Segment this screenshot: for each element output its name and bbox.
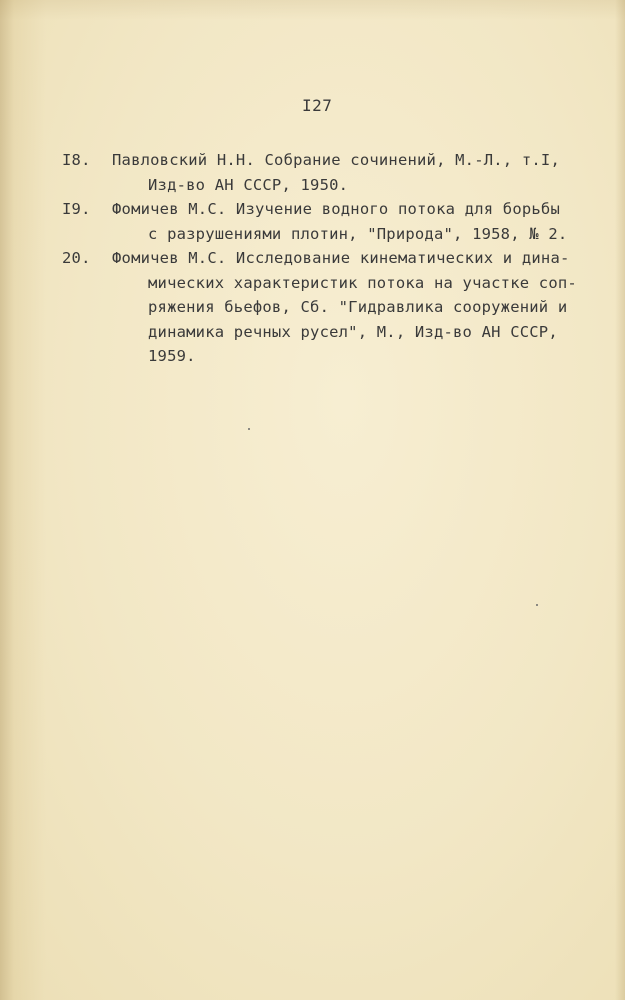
reference-text-line: Фомичев М.С. Изучение водного потока для борьбы	[112, 200, 560, 218]
reference-item	[62, 197, 602, 246]
reference-text-line: Фомичев М.С. Исследование кинематических и дина-	[112, 249, 570, 267]
reference-item	[62, 246, 602, 369]
reference-text-line: Изд-во АН СССР, 1950.	[148, 175, 349, 194]
reference-list	[62, 148, 602, 369]
reference-number: I9.	[62, 200, 91, 218]
reference-text-line: с разрушениями плотин, "Природа", 1958, № 2.	[148, 224, 568, 243]
page-number: I27	[302, 96, 333, 115]
reference-text-line: 1959.	[148, 347, 196, 365]
reference-text-line: динамика речных русел", М., Изд-во АН СССР,	[148, 322, 558, 341]
reference-number: 20.	[62, 249, 91, 267]
reference-text-line: ряжения бьефов, Сб. "Гидравлика сооружений и	[148, 298, 568, 316]
reference-text-line: мических характеристик потока на участке соп-	[148, 273, 577, 292]
paper-speck	[536, 604, 538, 606]
reference-number: I8.	[62, 151, 91, 169]
paper-speck	[248, 428, 250, 430]
reference-item	[62, 148, 602, 197]
reference-text-line: Павловский Н.Н. Собрание сочинений, М.-Л., т.I,	[112, 151, 560, 169]
